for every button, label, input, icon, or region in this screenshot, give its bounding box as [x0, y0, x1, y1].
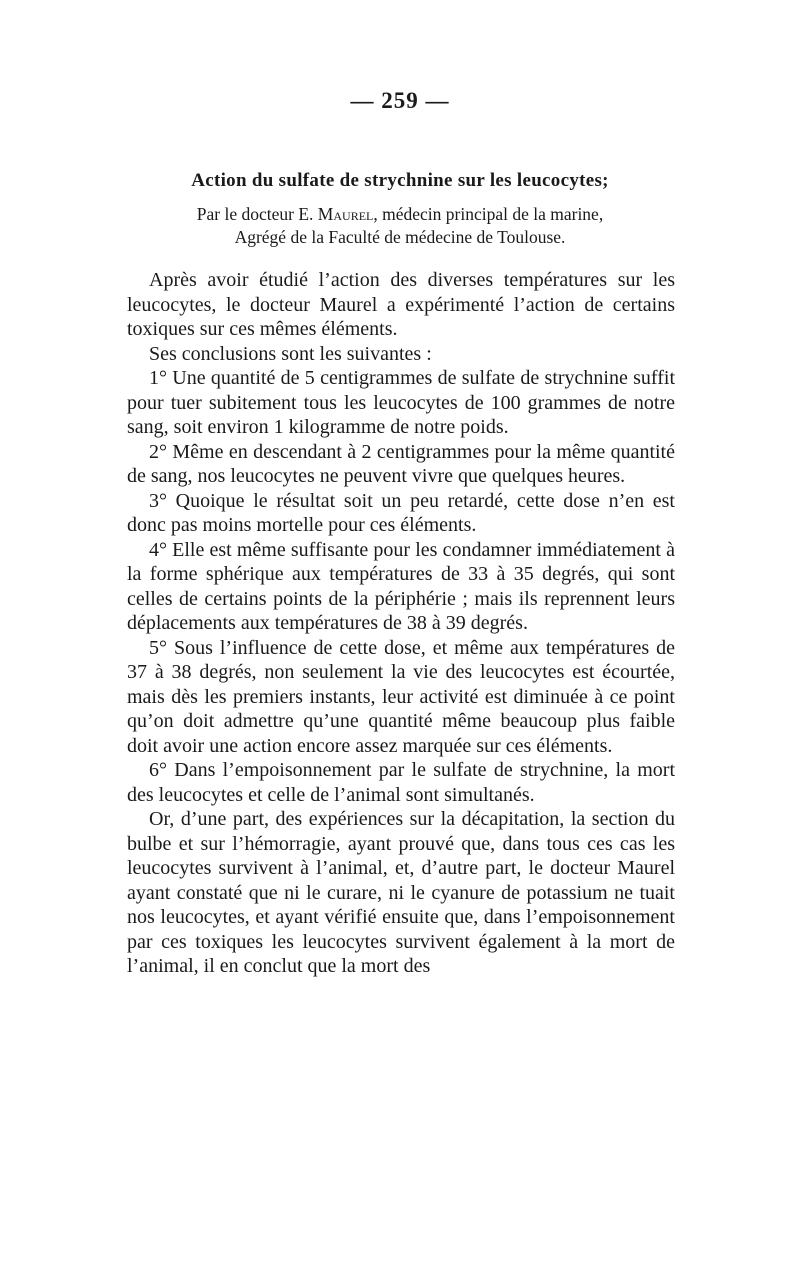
- article-body: [127, 268, 675, 979]
- paragraph: Ses conclusions sont les suivantes :: [149, 342, 432, 365]
- article-title: Action du sulfate de strychnine sur les leucocytes;: [191, 170, 609, 191]
- paragraph: Or, d’une part, des expériences sur la décapitation, la section du bulbe et sur l’hémorragie, ayant prouvé que, dans tous ces cas les leucocytes survivent à l’animal, et, d’autre part, le docteur Maurel ayant constaté que ni le curare, ni le cyanure de potassium ne tuait nos leucocytes, et ayant vérifié ensuite que, dans l’empoisonnement par ces toxiques les leucocytes survivent également à la mort de l’animal, il en conclut que la mort des: [127, 808, 675, 977]
- author-name: Maurel: [317, 204, 374, 224]
- paragraph: 3° Quoique le résultat soit un peu retardé, cette dose n’en est donc pas moins mortelle pour ces éléments.: [127, 489, 675, 536]
- paragraph: 2° Même en descendant à 2 centigrammes pour la même quantité de sang, nos leucocytes ne peuvent vivre que quelques heures.: [127, 440, 675, 487]
- paragraph: 6° Dans l’empoisonnement par le sulfate de strychnine, la mort des leucocytes et celle de l’animal sont simultanés.: [127, 759, 675, 806]
- byline-affiliation: Agrégé de la Faculté de médecine de Toulouse.: [234, 227, 566, 247]
- paragraph: 5° Sous l’influence de cette dose, et même aux températures de 37 à 38 degrés, non seulement la vie des leucocytes est écourtée, mais dès les premiers instants, leur activité est diminuée à ce point qu’on doit admettre qu’une quantité même beaucoup plus faible doit avoir une action encore assez marquée sur ces éléments.: [127, 636, 675, 757]
- byline-suffix: , médecin principal de la marine,: [373, 204, 604, 224]
- paragraph: 1° Une quantité de 5 centigrammes de sulfate de strychnine suffit pour tuer subitement tous les leucocytes de 100 grammes de notre sang, soit environ 1 kilogramme de notre poids.: [127, 367, 675, 438]
- paragraph: Après avoir étudié l’action des diverses températures sur les leucocytes, le docteur Maurel a expérimenté l’action de certains toxiques sur ces mêmes éléments.: [127, 269, 675, 340]
- paragraph: 4° Elle est même suffisante pour les condamner immédiatement à la forme sphérique aux températures de 33 à 35 degrés, qui sont celles de certains points de la périphérie ; mais ils reprennent leurs déplacements aux températures de 38 à 39 degrés.: [127, 538, 675, 634]
- byline-prefix: Par le docteur E.: [196, 204, 314, 224]
- byline-author: [120, 204, 680, 225]
- page-number: — 259 —: [350, 88, 450, 113]
